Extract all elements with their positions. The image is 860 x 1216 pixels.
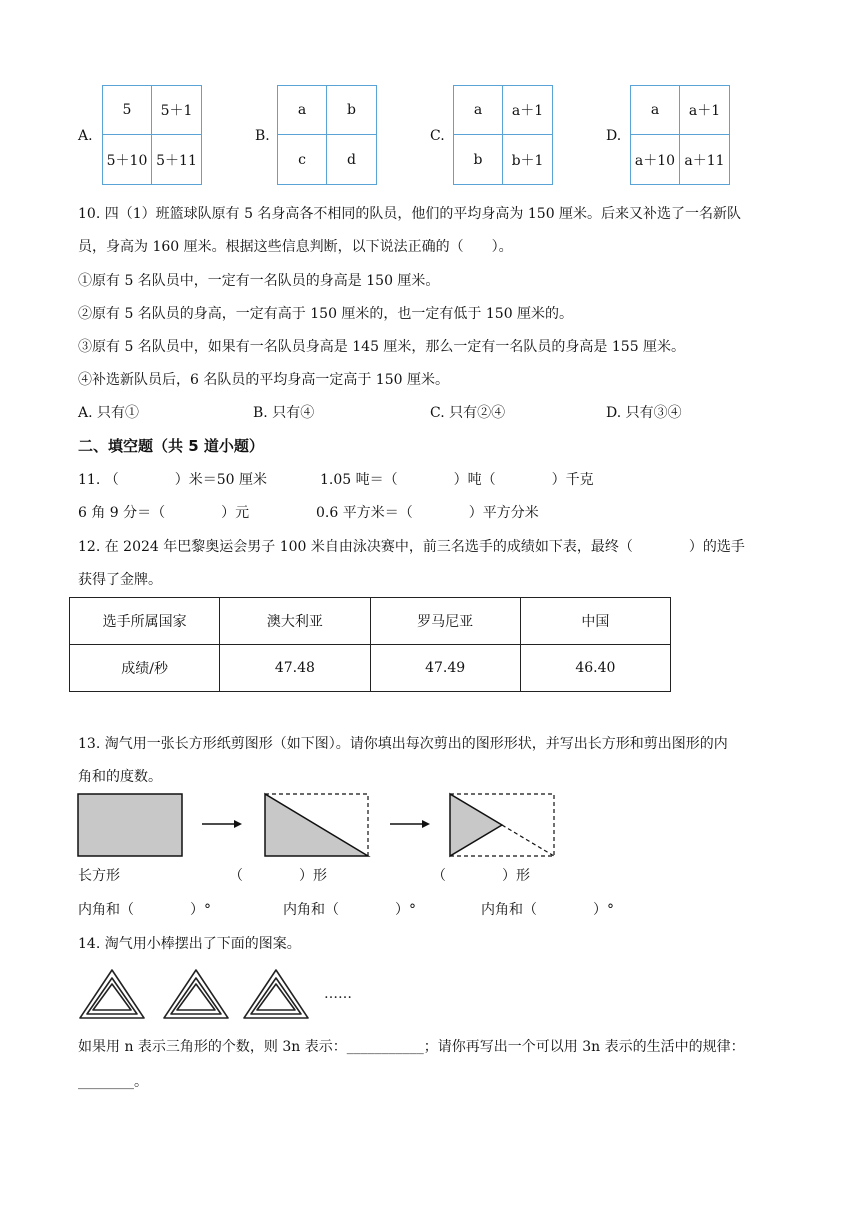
option-b-grid — [277, 85, 377, 185]
q14-line1: 14. 淘气用小棒摆出了下面的图案。 — [78, 936, 301, 952]
q10-statement-1: ①原有 5 名队员中，一定有一名队员的身高是 150 厘米。 — [78, 273, 440, 289]
arrow-head — [422, 820, 430, 828]
dashed-diagonal — [502, 825, 554, 856]
q10-stem-line2: 员，身高为 160 厘米。根据这些信息判断，以下说法正确的（ ）。 — [78, 239, 513, 255]
table-cell: 47.48 — [220, 645, 370, 692]
stick-triangle — [80, 970, 144, 1018]
stick-triangle — [244, 970, 308, 1018]
table-header-row — [70, 598, 671, 645]
ellipsis-dots: …… — [324, 986, 352, 1002]
q10-statement-3: ③原有 5 名队员中，如果有一名队员身高是 145 厘米，那么一定有一名队员的身高是 155 厘米。 — [78, 339, 686, 355]
angle-label-1: 内角和（ ）° — [78, 902, 211, 918]
rectangle-shape — [78, 794, 182, 856]
angle-label-2: 内角和（ ）° — [283, 902, 416, 918]
grid-cell: a＋1 — [503, 86, 552, 135]
table-cell: 罗马尼亚 — [370, 598, 520, 645]
q10-choice-c: C. 只有②④ — [430, 405, 506, 421]
grid-cell: 5＋11 — [156, 152, 197, 169]
q11-part-d: 0.6 平方米＝（ ）平方分米 — [316, 505, 539, 521]
option-d-grid — [630, 85, 730, 185]
q10-stem-line1: 10. 四（1）班篮球队原有 5 名身高各不相同的队员，他们的平均身高为 150 厘米。后来又补选了一名新队 — [78, 206, 742, 222]
q11-part-b: 1.05 吨＝（ ）吨（ ）千克 — [320, 472, 594, 488]
table-row — [70, 645, 671, 692]
q10-choice-d: D. 只有③④ — [606, 405, 682, 421]
q13-line1: 13. 淘气用一张长方形纸剪图形（如下图）。请你填出每次剪出的图形形状，并写出长方形和剪出图形的内 — [78, 736, 728, 752]
grid-cell: 5＋10 — [103, 135, 152, 184]
shape-label-2: （ ）形 — [229, 868, 327, 884]
triangle-shape — [450, 794, 502, 856]
grid-cell: a＋10 — [631, 135, 680, 184]
option-a-grid — [102, 85, 202, 185]
grid-cell: b — [454, 135, 503, 184]
q11-part-a: 11. （ ）米＝50 厘米 — [78, 472, 267, 488]
grid-cell: a＋11 — [684, 152, 725, 169]
option-d-label: D. — [606, 128, 622, 144]
table-cell: 成绩/秒 — [70, 645, 220, 692]
grid-cell: a — [631, 86, 680, 135]
q14-line2: 如果用 n 表示三角形的个数，则 3n 表示：___________；请你再写出一个可以用 3n 表示的生活中的规律： — [78, 1039, 745, 1055]
grid-cell: a＋1 — [680, 86, 729, 135]
grid-cell: c — [278, 135, 327, 184]
q11-part-c: 6 角 9 分＝（ ）元 — [78, 505, 250, 521]
grid-cell: 5＋1 — [152, 86, 201, 135]
stick-triangle — [164, 970, 228, 1018]
table-cell: 澳大利亚 — [220, 598, 370, 645]
table-cell: 中国 — [520, 598, 670, 645]
option-c-label: C. — [430, 128, 445, 144]
section-title: 二、填空题（共 5 道小题） — [78, 437, 264, 455]
paper-cutting-figure — [70, 785, 570, 865]
shape-label-3: （ ）形 — [432, 868, 530, 884]
q10-statement-2: ②原有 5 名队员的身高，一定有高于 150 厘米的，也一定有低于 150 厘米的。 — [78, 306, 574, 322]
grid-cell: 5 — [103, 86, 152, 135]
q12-line2: 获得了金牌。 — [78, 572, 162, 588]
right-triangle-shape — [265, 794, 368, 856]
table-cell: 47.49 — [370, 645, 520, 692]
arrow-head — [234, 820, 242, 828]
shape-label-1: 长方形 — [78, 868, 120, 884]
stick-triangles-figure — [78, 966, 378, 1024]
table-cell: 46.40 — [520, 645, 670, 692]
option-c-grid — [453, 85, 553, 185]
option-a-label: A. — [78, 128, 93, 144]
grid-cell: b＋1 — [511, 152, 544, 169]
grid-cell: d — [347, 151, 356, 168]
angle-label-3: 内角和（ ）° — [481, 902, 614, 918]
results-table — [69, 597, 671, 692]
grid-cell: a — [454, 86, 503, 135]
q14-line3: ________。 — [78, 1074, 148, 1090]
q10-statement-4: ④补选新队员后，6 名队员的平均身高一定高于 150 厘米。 — [78, 372, 449, 388]
q12-line1: 12. 在 2024 年巴黎奥运会男子 100 米自由泳决赛中，前三名选手的成绩如下表，最终（ ）的选手 — [78, 539, 745, 555]
q10-choice-b: B. 只有④ — [253, 405, 315, 421]
q13-line2: 角和的度数。 — [78, 769, 162, 785]
grid-cell: a — [278, 86, 327, 135]
table-cell: 选手所属国家 — [70, 598, 220, 645]
option-b-label: B. — [255, 128, 270, 144]
grid-cell: b — [327, 86, 376, 135]
q10-choice-a: A. 只有① — [78, 405, 140, 421]
